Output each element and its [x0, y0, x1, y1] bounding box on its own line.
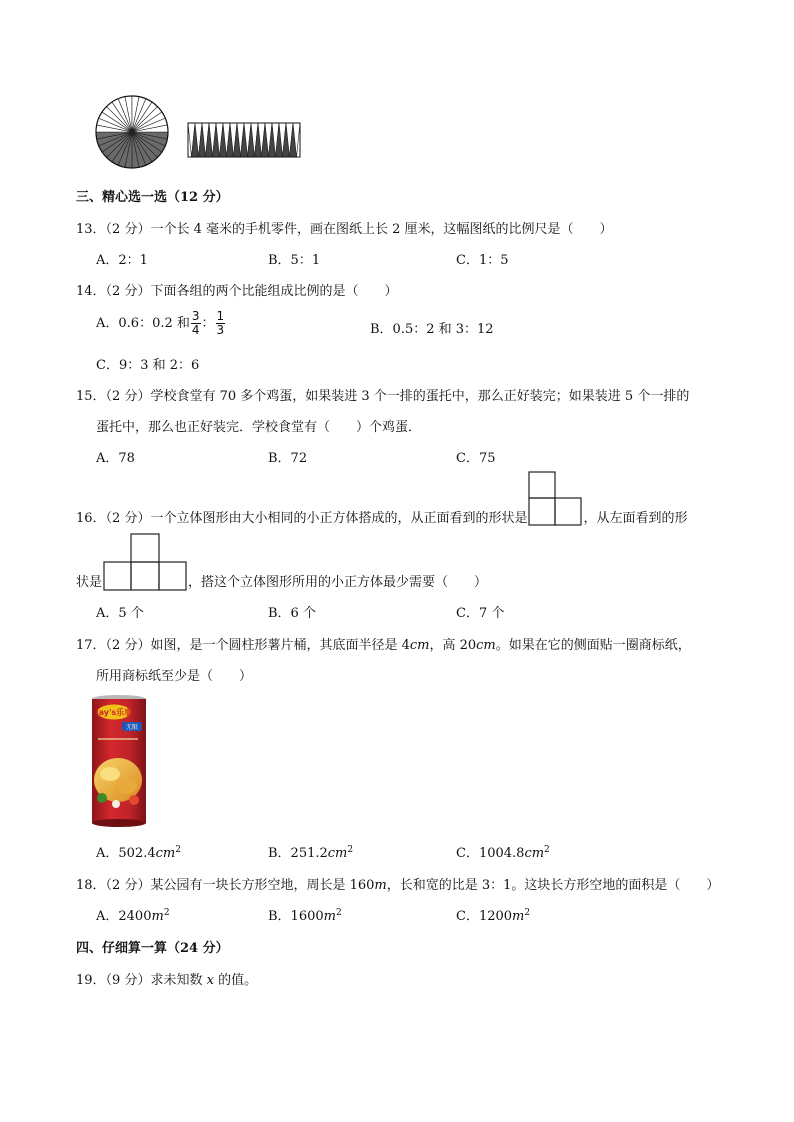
section-4-title: 四、仔细算一算（24 分） — [76, 941, 229, 956]
can-flavor-label: 无限 — [125, 724, 139, 731]
question-15-line-1: 15．（2 分）学校食堂有 70 多个鸡蛋，如果装进 3 个一排的蛋托中，那么正好装完；如果装进 5 个一排的 — [76, 389, 690, 404]
can-brand-label: lay's乐事 — [95, 708, 133, 717]
question-13-option-a[interactable]: A．2：1 — [96, 253, 148, 268]
chips-can-image — [88, 694, 150, 832]
option-a-prefix: A．0.6：0.2 和 — [96, 316, 190, 331]
question-18-option-a[interactable]: A．$2400m^2$ — [96, 908, 170, 924]
question-14-option-a[interactable] — [96, 310, 226, 337]
question-19-text: 19．（9 分）求未知数 x 的值。 — [76, 973, 258, 988]
question-17-line-1: 17．（2 分）如图，是一个圆柱形薯片桶，其底面半径是 4cm，高 20cm。如果在它的侧面贴一圈商标纸， — [76, 638, 691, 653]
question-13-text: 13．（2 分）一个长 4 毫米的手机零件，画在图纸上长 2 厘米，这幅图纸的比例尺是（ ） — [76, 222, 613, 237]
question-14-option-b[interactable]: B．0.5：2 和 3：12 — [370, 322, 494, 337]
question-17-option-b[interactable]: B．$251.2cm^2$ — [268, 845, 354, 861]
front-view-figure — [528, 471, 582, 527]
question-16-option-a[interactable]: A．5 个 — [96, 606, 144, 621]
ratio-colon: ： — [201, 316, 215, 331]
question-16-option-b[interactable]: B．6 个 — [268, 606, 316, 621]
question-15-option-a[interactable]: A．78 — [96, 451, 135, 466]
question-14-option-c[interactable]: C．9：3 和 2：6 — [96, 358, 200, 373]
question-18-text: 18．（2 分）某公园有一块长方形空地，周长是 160m，长和宽的比是 3：1。这块长方形空地的面积是（ ） — [76, 878, 720, 893]
question-16-line-1: 16．（2 分）一个立体图形由大小相同的小正方体搭成的，从正面看到的形状是 ，从左面看到的形 — [76, 471, 687, 527]
question-15-line-2: 蛋托中，那么也正好装完．学校食堂有（ ）个鸡蛋． — [96, 420, 422, 435]
question-18-option-b[interactable]: B．$1600m^2$ — [268, 908, 342, 924]
fraction-three-quarters: $\frac{3}{4}$ — [191, 309, 200, 337]
question-14-text: 14．（2 分）下面各组的两个比能组成比例的是（ ） — [76, 284, 398, 299]
question-13-option-b[interactable]: B．5：1 — [268, 253, 321, 268]
rearranged-strip-figure — [186, 121, 302, 163]
question-15-option-c[interactable]: C．75 — [456, 451, 496, 466]
question-16-line-2: 状是 ，搭这个立体图形所用的小正方体最少需要（ ） — [76, 533, 487, 591]
question-17-option-a[interactable]: A．$502.4cm^2$ — [96, 845, 181, 861]
question-15-option-b[interactable]: B．72 — [268, 451, 308, 466]
question-16-option-c[interactable]: C．7 个 — [456, 606, 505, 621]
question-17-option-c[interactable]: C．$1004.8cm^2$ — [456, 845, 550, 861]
circle-sectors-figure — [94, 94, 170, 174]
fraction-one-third: $\frac{1}{3}$ — [216, 309, 225, 337]
question-18-option-c[interactable]: C．$1200m^2$ — [456, 908, 531, 924]
question-13-option-c[interactable]: C．1：5 — [456, 253, 509, 268]
left-view-figure — [103, 533, 187, 591]
section-3-title: 三、精心选一选（12 分） — [76, 190, 229, 205]
question-17-line-2: 所用商标纸至少是（ ） — [96, 669, 253, 684]
